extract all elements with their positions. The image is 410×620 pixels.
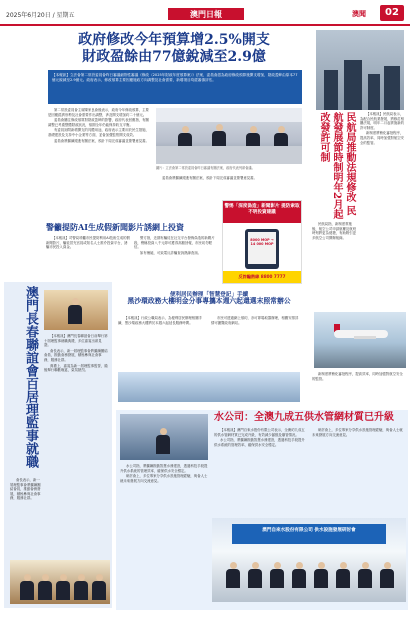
right-headline: 民航局推動法規修改 民航發展節時制明年2月起改發許可制 [318, 112, 355, 219]
center-photo [118, 372, 300, 402]
left-headline: 澳門長春聯誼會百居理監事就職 [23, 286, 38, 468]
main-body-cont [156, 176, 302, 196]
main-body-p3: 有委員詢問新增開支的具體用途，政府表示主要用於民生措施、基礎建設及支持中小企業等方面，並會加強監察開支成效。 [48, 128, 149, 137]
ad-headline: 警惕「深度偽造」新聞影片 提防索取不明投資建議 [223, 201, 301, 223]
water-photo-1 [120, 414, 208, 460]
left-photo-1 [44, 290, 108, 330]
ad-hotline: 反詐騙熱線 8800 7777 [223, 271, 301, 283]
main-headline [50, 32, 298, 66]
main-photo [156, 108, 302, 164]
page-number: 02 [380, 5, 404, 21]
left-photo-2 [10, 560, 110, 604]
airport-photo [314, 312, 406, 368]
water-body-p1: 【本報訊】澳門自來水股份有限公司表示，全澳約九成五的供水管網材質已完成升級，有效減少漏損及爆管情況。 [214, 428, 305, 437]
water-banner: 澳門自來水股份有限公司 供水設施發展研討會 [232, 524, 386, 544]
right-body-p2: 新制度將簡化審批程序，提高效率，同時加強對航空安全的監管。 [360, 131, 405, 145]
right-body-a [360, 112, 406, 308]
main-body [48, 108, 152, 198]
right-body-b [312, 222, 358, 308]
water-body-left-p2: 研討會上，多位專家分享供水設施管理經驗，與會人士就未來發展方向交流意見。 [120, 474, 208, 483]
center-body [118, 316, 300, 370]
center-kicker: 便利居民辦理「智慧登記」手續 [169, 292, 249, 298]
issue-date: 2025年6月20日 / 星期五 [6, 12, 75, 19]
section-label: 澳聞 [352, 10, 366, 18]
right-body-p3: 民航局指，新制度實施後，航空公司申請航權及航班時刻將更為便捷，有助吸引更多航空公司開辦航線。 [312, 222, 357, 240]
phone-icon [245, 229, 279, 269]
center-body-p2: 市民可透過網上預約，亦可即場取籌辦理，相關安排詳情可瀏覽政府網站。 [211, 316, 299, 325]
main-body-p2: 委員會關注修改預算對財政盈餘的影響，政府代表回應指，有關調整已考慮整體財政狀況，預期全年仍能保持收支平衡。 [48, 118, 149, 127]
water-headline: 水公司：全澳九成五供水管網材質已升級 [214, 412, 394, 423]
fraud-body-p3: 如有懷疑，可致電反詐騙查詢熱線查詢。 [140, 250, 202, 255]
fraud-body-p2: 警方指，近期有騙徒在社交平台發佈偽造的新聞片段，聲稱投資八千元即可獲得高額回報，市民切勿輕信。 [134, 236, 215, 250]
right-body-c [312, 372, 406, 406]
main-summary-box [48, 70, 302, 104]
left-body [44, 334, 108, 554]
fraud-body-p1: 【本報訊】司警局呼籲市民提防利用AI技術生成的假新聞影片，騙徒冒充官員或知名人士推介投資平台，誘騙市民投入資金。 [46, 236, 130, 250]
newspaper-logo: 澳門日報 [168, 8, 244, 20]
fraud-headline: 警籲提防AI生成假新聞影片誘網上投資 [46, 222, 184, 232]
water-body [214, 428, 406, 516]
header-rule [0, 24, 410, 26]
water-body-p3: 研討會上，多位專家分享供水設施管理經驗，與會人士就未來發展方向交流意見。 [312, 428, 403, 437]
right-body-p4: 新制度將簡化審批程序，提高效率，同時加強對航空安全的監管。 [312, 372, 403, 381]
left-body-b [10, 478, 42, 556]
left-body-p2: 會長表示，新一屆理監事會將繼續團結會員，推動會務發展，積極參與社會事務，服務社群。 [44, 348, 108, 362]
water-body-left [120, 464, 208, 606]
center-headline: 黑沙環政務大樓明金分事專攜本週六起還選末照常辦公 [127, 297, 291, 305]
main-headline-line1: 政府修改今年預算增2.5%開支 [78, 32, 270, 48]
fraud-body [46, 236, 218, 282]
main-body-p4: 委員會將繼續跟進有關法案，預計下周完成審議並簽署意見書。 [54, 138, 149, 143]
left-body-p1: 【本報訊】澳門長春聯誼會日前舉行第十屆理監事就職典禮，多位嘉賓出席見證。 [44, 334, 108, 348]
left-body-b-p: 會長表示，新一屆理監事會將繼續團結會員，推動會務發展，積極參與社會事務，服務社群。 [10, 478, 41, 501]
water-body-p2: 水公司指，將繼續推動智慧水務建設，透過科技手段提升供水系統的管理效率，確保供水安全穩定。 [214, 438, 305, 447]
main-body-cont-p: 委員會將繼續跟進有關法案，預計下周完成審議並簽署意見書。 [162, 176, 257, 180]
right-body-p1: 【本報訊】民航局表示，為配合民航業發展，將修訂相關法規，明年二月起實施新的許可制度。 [360, 112, 405, 130]
main-body-p1: 第二常設委員會主席陳家良會後表示，政府今年修改預算，主要是因應經濟形勢及社會需要作出調整，涉及開支增加約二十億元。 [48, 108, 149, 117]
main-headline-line2: 財政盈餘由77億銳減至2.9億 [82, 49, 266, 65]
main-photo-caption: 圖片：立法會第二常設委員會昨日審議有關法案，政府代表列席會議。 [156, 166, 255, 170]
right-top-photo [316, 30, 404, 110]
anti-fraud-ad [222, 200, 302, 284]
center-body-p1: 【本報訊】行政公職局表示，為便利居民辦理相關手續，黑沙環政務大樓將於本週六起延長服務時間。 [118, 316, 202, 325]
water-photo-2 [212, 518, 406, 602]
ad-screen-text: 8000 MOP → 14 000 MOP [248, 232, 276, 264]
water-body-left-p1: 水公司指，將繼續推動智慧水務建設，透過科技手段提升供水系統的管理效率，確保供水安全穩定。 [120, 464, 208, 473]
main-summary: 【本報訊】立法會第二常設委員會昨日審議細則性審議《修改〈2025年財政年度預算案〉》法案，委員會認為政府修改預算後開支增加，財政盈餘由原本77億元銳減至2.9億元。政府表示，修改預算主要因應施政方向調整及社會需要，新增項目均經審慎評估。 [52, 73, 298, 82]
left-body-p3: 典禮上，嘉賓為新一屆理監事監誓，隨後舉行聯歡晚宴，氣氛熱烈。 [44, 363, 108, 373]
